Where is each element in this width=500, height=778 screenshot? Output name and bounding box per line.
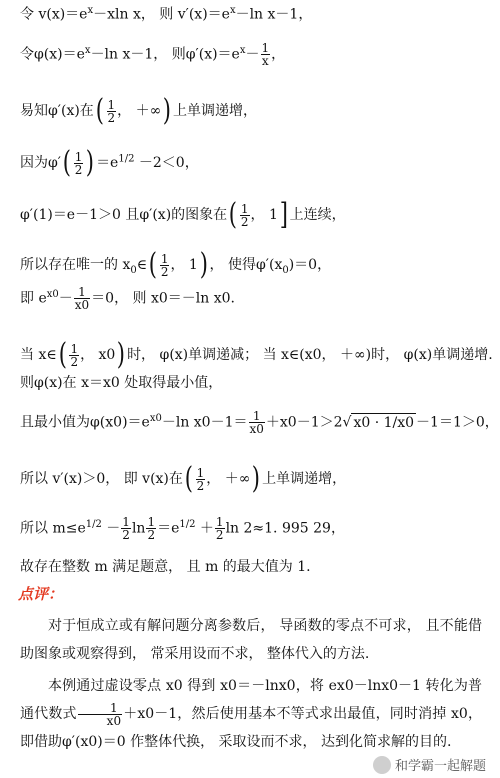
solution-line-3: [20, 93, 258, 128]
text: 易知φ′(x)在: [20, 103, 94, 119]
text: －1＝1＞0，: [416, 414, 499, 431]
watermark: [373, 755, 486, 774]
denominator: 2: [74, 162, 83, 177]
right-paren: ): [163, 93, 172, 128]
text: )＝0，: [288, 257, 332, 273]
text: 即 e: [20, 290, 47, 307]
text: 令φ(x)＝e: [20, 46, 85, 63]
text: ， x0: [80, 347, 116, 363]
denominator: 2: [160, 264, 169, 279]
text: －2＜0，: [134, 155, 199, 171]
text: －: [245, 46, 260, 63]
sqrt-symbol: √: [342, 414, 352, 431]
text: －ln x－1，: [235, 6, 313, 23]
left-paren: (: [148, 247, 158, 282]
text: －: [58, 290, 73, 307]
superscript: x: [87, 5, 94, 16]
right-bracket: ]: [279, 197, 288, 232]
denominator: 2: [196, 478, 205, 493]
numerator: 1: [261, 41, 270, 56]
text: 本例通过虚设零点 x0 得到 x0＝－lnx0，将 ex0－lnx0－1 转化为普通代数式: [20, 678, 482, 722]
text: －ln x0－1＝: [161, 414, 248, 431]
numerator: 1: [70, 341, 79, 356]
numerator: 1: [215, 515, 224, 530]
denominator: x0: [106, 713, 122, 728]
text: ＋x0－1＞2: [265, 414, 343, 431]
solution-line-10: [20, 410, 499, 435]
text: －: [101, 520, 121, 537]
text: ln: [131, 520, 146, 537]
text: －xln x， 则 v′(x)＝e: [93, 6, 230, 23]
fraction: [146, 516, 156, 541]
text: 所以 v′(x)＞0， 即 v(x)在: [20, 471, 183, 487]
fraction: [160, 253, 170, 278]
text: 所以 m≤e: [20, 520, 86, 537]
numerator: 1: [74, 149, 83, 164]
solution-line-5: [20, 197, 346, 232]
fraction: [74, 151, 84, 176]
solution-line-8: [20, 337, 493, 372]
numerator: 1: [78, 702, 122, 715]
solution-line-1: [20, 2, 312, 24]
superscript: x0: [46, 289, 59, 300]
fraction: [69, 343, 79, 368]
numerator: 1: [107, 97, 116, 112]
text: 上连续，: [289, 207, 346, 223]
solution-line-2: [20, 42, 285, 67]
fraction: [249, 410, 265, 435]
numerator: 1: [147, 515, 156, 530]
fraction: [74, 286, 90, 311]
left-paren: (: [95, 93, 104, 128]
text: ， 1: [250, 207, 278, 223]
denominator: 2: [215, 528, 224, 543]
superscript: x: [84, 45, 91, 56]
left-paren: (: [58, 337, 67, 372]
text: ＋: [195, 520, 214, 537]
superscript: 1/2: [85, 519, 102, 530]
denominator: 2: [107, 110, 116, 125]
subscript: 0: [130, 264, 137, 276]
subscript: 0: [282, 264, 289, 276]
solution-line-6: [20, 247, 332, 282]
comment-paragraph-2: [20, 672, 482, 756]
denominator: 2: [70, 354, 79, 369]
text: 上单调递增，: [173, 103, 258, 119]
text: －ln x－1， 则φ′(x)＝e: [90, 46, 240, 63]
fraction: [121, 516, 131, 541]
superscript: 1/2: [118, 153, 135, 165]
solution-line-12: [20, 516, 345, 541]
solution-line-7: [20, 286, 235, 311]
text: 当 x∈: [20, 347, 57, 363]
text: ＝e: [157, 520, 180, 537]
text: ， ＋∞: [117, 103, 162, 119]
fraction: [196, 467, 206, 492]
numerator: 1: [74, 286, 90, 299]
text: ， 使得φ′(x: [209, 257, 283, 273]
left-paren: (: [62, 145, 71, 180]
text: ， ＋∞: [206, 471, 251, 487]
text: 则φ(x)在 x＝x0 处取得最小值，: [20, 375, 223, 391]
left-paren: (: [184, 461, 193, 496]
text: ＝e: [96, 155, 119, 171]
solution-line-13: [20, 558, 311, 576]
numerator: 1: [160, 251, 169, 266]
text: 且最小值为φ(x0)＝e: [20, 414, 150, 431]
left-paren: (: [228, 197, 238, 232]
numerator: 1: [122, 515, 130, 530]
text: ， 1: [170, 257, 198, 273]
fraction: [261, 42, 271, 67]
numerator: 1: [240, 201, 249, 216]
right-paren: ): [252, 461, 261, 496]
text: ∈: [136, 257, 148, 273]
text: 令 v(x)＝e: [20, 6, 88, 23]
superscript: x: [229, 5, 236, 16]
solution-line-9: [20, 374, 222, 392]
watermark-text: 和学霸一起解题: [394, 759, 486, 774]
text: ＋x0－1，然后使用基本不等式求出最值，同时消掉 x0，即借助φ′(x0)＝0 作整体代换， 采取设而不求， 达到化简求解的目的.: [20, 706, 483, 750]
superscript: 1/2: [179, 519, 196, 530]
denominator: x0: [249, 422, 264, 437]
text: 因为φ′: [20, 155, 61, 171]
text: ln 2≈1. 995 29，: [225, 520, 345, 537]
denominator: 2: [147, 528, 156, 543]
numerator: 1: [196, 465, 205, 480]
text: ，: [271, 46, 286, 63]
text: 故存在整数 m 满足题意， 且 m 的最大值为 1.: [20, 559, 311, 575]
denominator: x0: [74, 298, 90, 313]
text: 所以存在唯一的 x: [20, 257, 131, 273]
comment-paragraph-1: 对于恒成立或有解问题分离参数后， 导函数的零点不可求， 且不能借助图象或观察得到， 常采用设而不求， 整体代入的方法.: [20, 618, 482, 662]
fraction: [240, 203, 250, 228]
sqrt-radicand: x0 · 1/x0: [353, 414, 415, 431]
right-paren: ): [117, 337, 126, 372]
denominator: 2: [240, 214, 249, 229]
text: 时， φ(x)单调递减； 当 x∈(x0， ＋∞)时， φ(x)单调递增.: [127, 347, 493, 363]
superscript: x: [239, 45, 246, 56]
right-paren: ): [199, 247, 208, 282]
wechat-account-icon: [373, 756, 391, 774]
denominator: 2: [122, 528, 130, 543]
denominator: x: [261, 54, 269, 69]
text: ＝0， 则 x0＝－ln x0.: [91, 290, 235, 307]
numerator: 1: [249, 410, 265, 423]
solution-line-4: [20, 145, 199, 180]
fraction: [78, 702, 122, 727]
text: φ′(1)＝e－1＞0 且φ′(x)的图象在: [20, 207, 228, 223]
solution-line-11: [20, 461, 347, 496]
superscript: x0: [149, 413, 162, 424]
comment-label: 点评：: [18, 585, 64, 603]
fraction: [107, 99, 117, 124]
text: 上单调递增，: [262, 471, 347, 487]
right-paren: ): [86, 145, 95, 180]
fraction: [215, 516, 225, 541]
